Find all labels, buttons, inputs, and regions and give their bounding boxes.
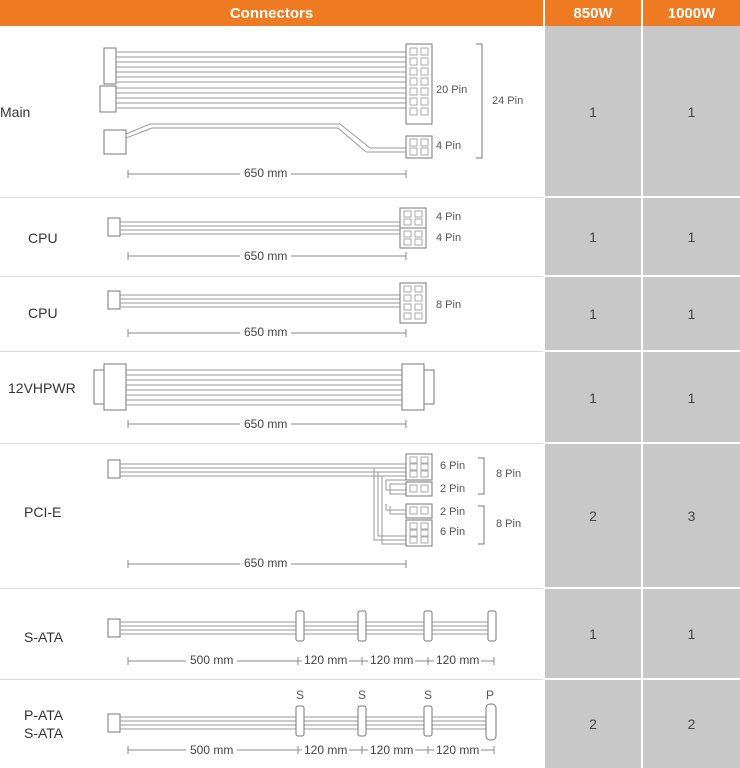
value-1000w: 1 [643,589,740,679]
pcie-cable-diagram [90,444,543,588]
cable-length: 500 mm [186,743,237,757]
plug-label: P [486,688,495,702]
pin-label: 2 Pin [440,483,466,495]
cable-length: 650 mm [240,249,291,263]
cable-length: 650 mm [240,166,291,180]
value-850w: 1 [545,26,641,197]
value-850w: 1 [545,352,641,443]
row-cpu-4plus4 [0,198,740,276]
value-850w: 1 [545,198,641,276]
row-pcie [0,444,740,588]
cable-length: 120 mm [436,743,480,757]
pin-label: 4 Pin [436,140,462,152]
pin-label: 6 Pin [440,526,466,538]
value-850w: 2 [545,444,641,588]
pin-label: 4 Pin [436,211,462,223]
connector-name: S-ATA [24,629,64,645]
pin-label: 2 Pin [440,506,466,518]
pin-label: 8 Pin [436,299,462,311]
row-main [0,26,740,197]
cable-length: 500 mm [186,653,237,667]
connector-name: 12VHPWR [8,380,76,396]
12vhpwr-drawing [90,352,543,443]
main-cable-drawing [90,26,543,197]
pin-label: 4 Pin [436,232,462,244]
12vhpwr-cable-diagram [90,352,543,443]
value-1000w: 3 [643,444,740,588]
row-12vhpwr [0,352,740,443]
cable-length: 650 mm [240,556,291,570]
cpu-8pin-diagram [90,277,543,351]
header-850w: 850W [545,0,641,26]
header-connectors: Connectors [0,0,543,26]
value-850w: 1 [545,277,641,351]
connector-name-line: S-ATA [24,725,64,741]
pin-label: 20 Pin [436,84,468,96]
value-1000w: 1 [643,26,740,197]
plug-label: S [358,688,367,702]
cable-length: 650 mm [240,325,291,339]
pin-label: 8 Pin [496,468,522,480]
connector-name: PCI-E [24,504,62,520]
row-sata [0,589,740,679]
value-850w: 1 [545,589,641,679]
cable-length: 120 mm [370,743,414,757]
pin-label: 6 Pin [440,460,466,472]
cable-length: 650 mm [240,417,291,431]
row-pata-sata [0,680,740,768]
plug-label: S [296,688,305,702]
pata-sata-cable-diagram [90,680,543,768]
value-1000w: 1 [643,352,740,443]
value-1000w: 1 [643,198,740,276]
main-cable-diagram [90,26,543,197]
pin-label: 24 Pin [492,95,524,107]
value-850w: 2 [545,680,641,768]
cpu-cable-diagram [90,198,543,276]
connector-name: Main [0,104,31,120]
row-cpu-8pin [0,277,740,351]
connector-name: CPU [28,230,58,246]
plug-label: S [424,688,433,702]
cpu-8pin-drawing [90,277,543,351]
sata-cable-diagram [90,589,543,679]
cable-length: 120 mm [304,653,348,667]
connector-name: CPU [28,305,58,321]
cpu-4plus4-drawing [90,198,543,276]
value-1000w: 2 [643,680,740,768]
connector-name-line: P-ATA [24,707,64,723]
header-1000w: 1000W [643,0,740,26]
cable-length: 120 mm [436,653,480,667]
cable-length: 120 mm [304,743,348,757]
value-1000w: 1 [643,277,740,351]
pcie-drawing [90,444,543,588]
cable-length: 120 mm [370,653,414,667]
pin-label: 8 Pin [496,518,522,530]
